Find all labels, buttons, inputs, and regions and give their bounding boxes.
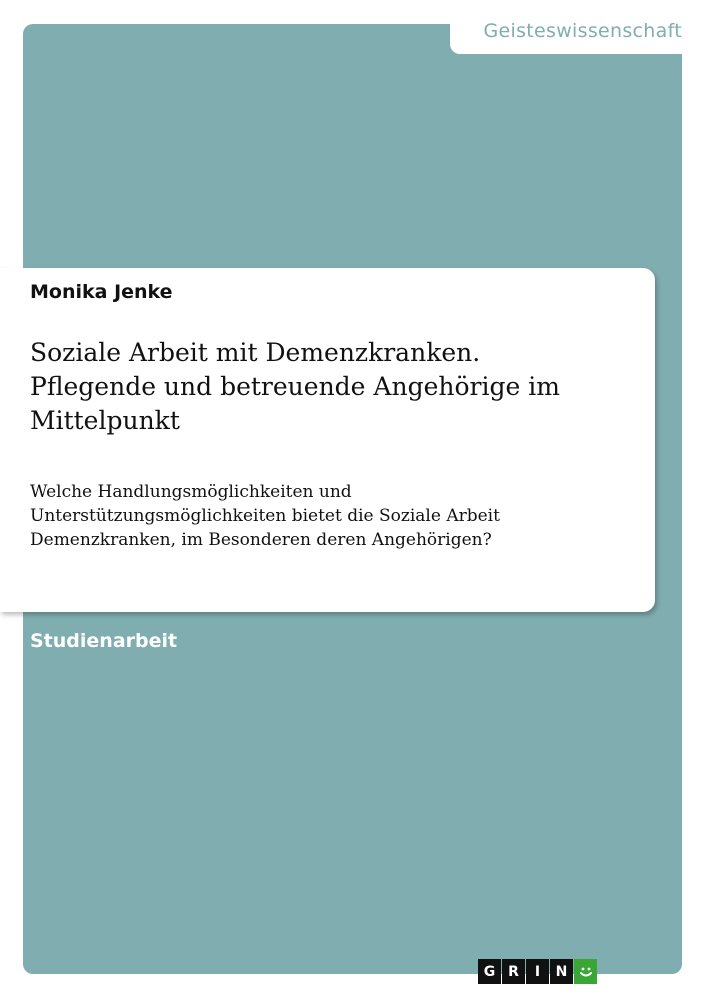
logo-letter-n: N — [550, 959, 573, 984]
subtitle-line: Welche Handlungsmöglichkeiten und — [30, 482, 352, 502]
book-subtitle — [30, 480, 630, 552]
title-line: Mittelpunkt — [30, 406, 180, 435]
author-name: Monika Jenke — [30, 281, 173, 303]
title-card — [0, 268, 655, 612]
work-type-label: Studienarbeit — [30, 630, 178, 652]
title-line: Soziale Arbeit mit Demenzkranken. — [30, 338, 481, 367]
subtitle-line: Unterstützungsmöglichkeiten bietet die Soziale Arbeit — [30, 506, 500, 526]
title-line: Pflegende und betreuende Angehörige im — [30, 372, 560, 401]
grin-logo — [478, 959, 597, 984]
logo-letter-g: G — [478, 959, 501, 984]
logo-letter-r: R — [502, 959, 525, 984]
book-title — [30, 336, 630, 438]
subtitle-line: Demenzkranken, im Besonderen deren Angehörigen? — [30, 530, 492, 550]
category-label: Geisteswissenschaft — [483, 20, 682, 42]
logo-letter-i: I — [526, 959, 549, 984]
smiley-icon — [574, 959, 597, 984]
